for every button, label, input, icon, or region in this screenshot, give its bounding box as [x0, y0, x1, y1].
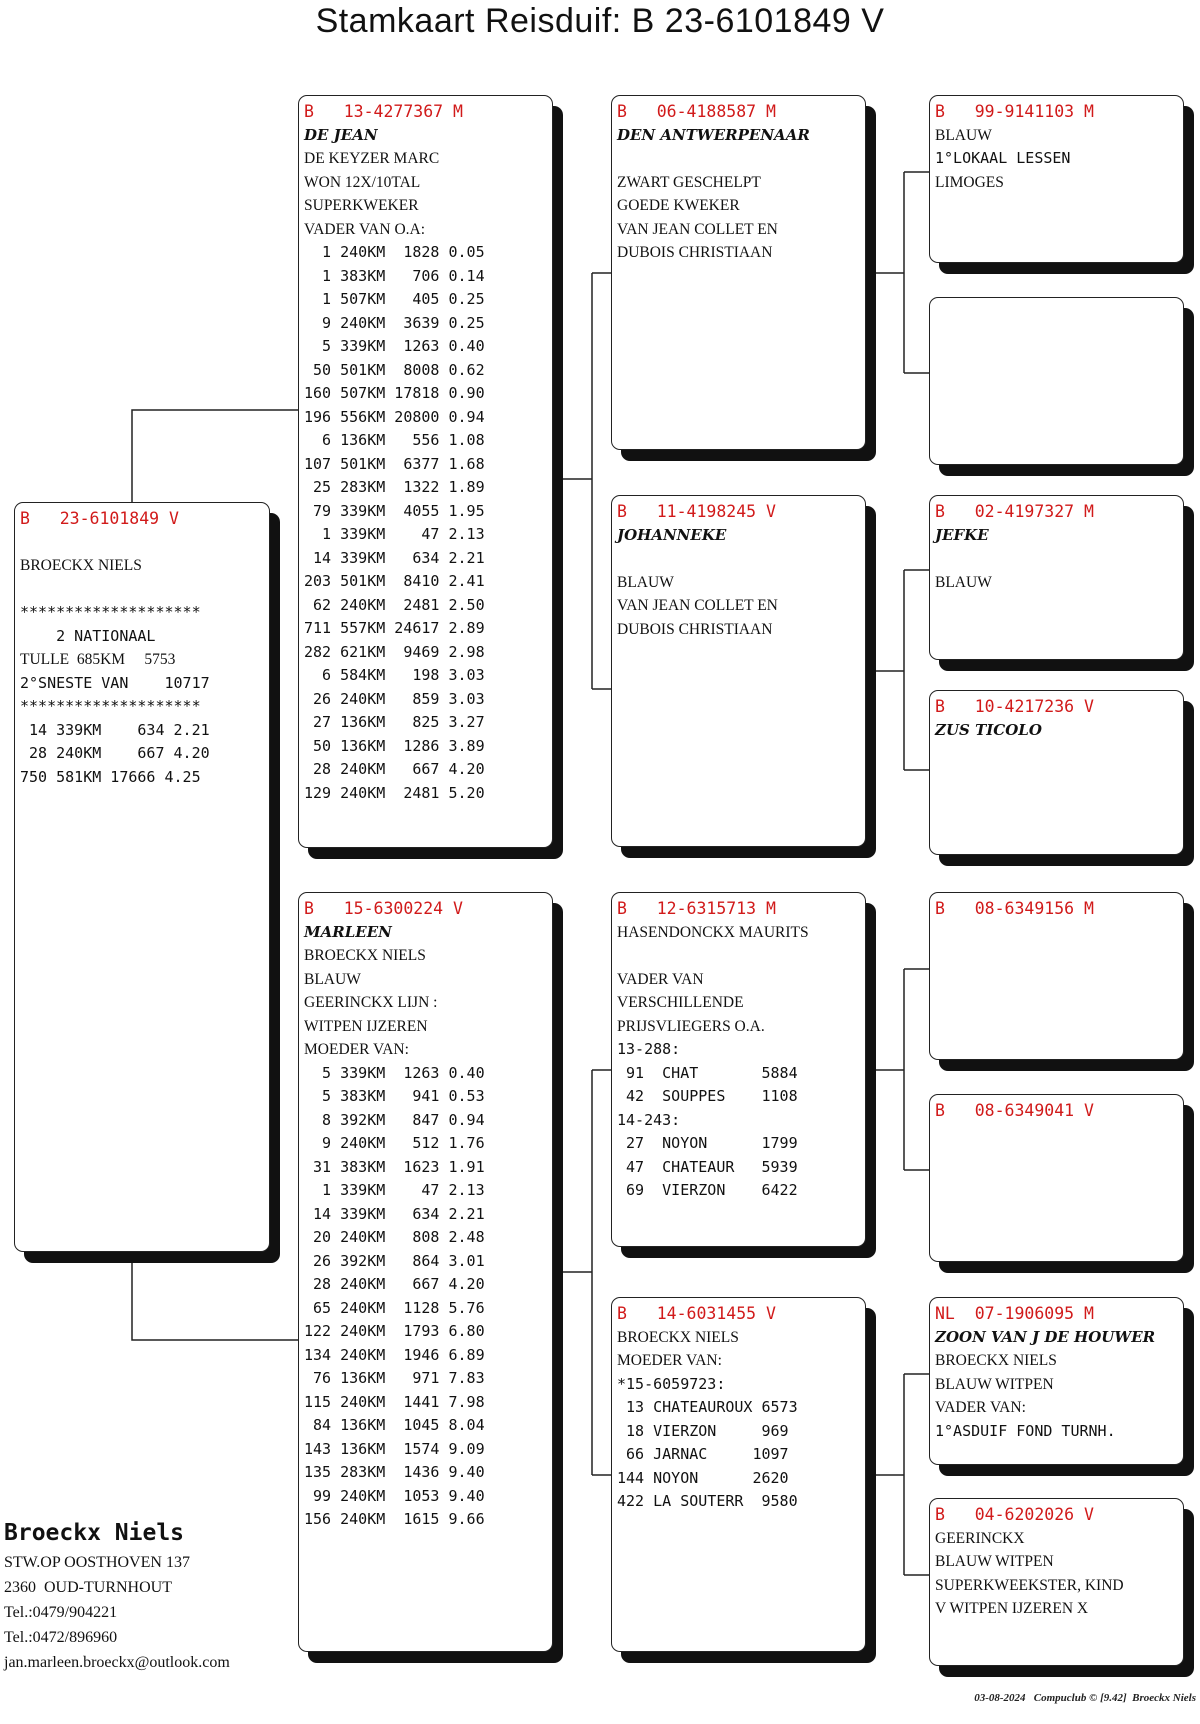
- detail-line: TULLE 685KM 5753: [20, 651, 176, 668]
- detail-line: 18 VIERZON 969: [617, 1421, 789, 1440]
- pedigree-card-mm[interactable]: [611, 1297, 866, 1652]
- pedigree-card-fff[interactable]: [929, 95, 1184, 263]
- detail-line: BLAUW: [617, 573, 674, 591]
- detail-line: ********************: [20, 697, 201, 715]
- detail-line: 79 339KM 4055 1.95: [304, 501, 485, 520]
- owner-phone-1: Tel.:0479/904221: [4, 1604, 118, 1621]
- detail-line: [20, 531, 264, 555]
- detail-line: PRIJSVLIEGERS O.A.: [617, 1017, 765, 1035]
- detail-line: MOEDER VAN:: [304, 1041, 409, 1058]
- detail-line: ZWART GESCHELPT: [617, 173, 761, 191]
- detail-line: 1 240KM 1828 0.05: [304, 243, 485, 261]
- detail-line: 115 240KM 1441 7.98: [304, 1392, 485, 1411]
- detail-line: LIMOGES: [935, 173, 1004, 191]
- pigeon-name: JEFKE: [935, 525, 989, 544]
- detail-line: 196 556KM 20800 0.94: [304, 407, 485, 426]
- detail-line: 144 NOYON 2620: [617, 1468, 789, 1487]
- connector-subject-father: [132, 410, 298, 502]
- detail-line: 66 JARNAC 1097: [617, 1445, 789, 1463]
- detail-line: VADER VAN O.A:: [304, 220, 426, 238]
- detail-line: 134 240KM 1946 6.89: [304, 1345, 485, 1364]
- detail-line: 1°LOKAAL LESSEN: [935, 149, 1071, 167]
- connector-mf: [868, 969, 929, 1170]
- ring-number: B 10-4217236 V: [935, 697, 1094, 716]
- detail-line: WITPEN IJZEREN: [304, 1017, 428, 1035]
- connector-mm: [868, 1374, 929, 1575]
- detail-line: 14 339KM 634 2.21: [304, 548, 485, 567]
- detail-line: [617, 147, 860, 171]
- detail-line: *15-6059723:: [617, 1374, 726, 1393]
- detail-line: 84 136KM 1045 8.04: [304, 1416, 485, 1434]
- connector-fm: [868, 570, 929, 770]
- ring-number: NL 07-1906095 M: [935, 1304, 1094, 1323]
- detail-line: 1 507KM 405 0.25: [304, 290, 485, 308]
- ring-number: B 12-6315713 M: [617, 899, 776, 918]
- card-details: [617, 1326, 860, 1514]
- connector-mother: [555, 1070, 611, 1475]
- detail-line: 5 339KM 1263 0.40: [304, 337, 485, 355]
- detail-line: 14-243:: [617, 1110, 681, 1129]
- detail-line: BLAUW: [304, 970, 361, 988]
- detail-line: DUBOIS CHRISTIAAN: [617, 244, 773, 261]
- detail-line: BLAUW WITPEN: [935, 1375, 1054, 1393]
- detail-line: WON 12X/10TAL: [304, 173, 421, 191]
- detail-line: 47 CHATEAUR 5939: [617, 1157, 798, 1176]
- detail-line: 1°ASDUIF FOND TURNH.: [935, 1421, 1116, 1440]
- detail-line: 27 NOYON 1799: [617, 1134, 798, 1152]
- detail-line: BROECKX NIELS: [304, 947, 426, 964]
- detail-line: [617, 547, 860, 571]
- pedigree-card-mff[interactable]: [929, 892, 1184, 1060]
- detail-line: SUPERKWEEKSTER, KIND: [935, 1576, 1124, 1594]
- owner-name: Broeckx Niels: [4, 1520, 185, 1546]
- pedigree-card-mother[interactable]: [298, 892, 553, 1652]
- detail-line: DE KEYZER MARC: [304, 150, 440, 167]
- detail-line: 2°SNESTE VAN 10717: [20, 673, 210, 692]
- detail-line: 99 240KM 1053 9.40: [304, 1486, 485, 1505]
- detail-line: BROECKX NIELS: [935, 1352, 1057, 1369]
- detail-line: 14 339KM 634 2.21: [304, 1204, 485, 1223]
- pedigree-card-father[interactable]: [298, 95, 553, 848]
- ring-number: B 02-4197327 M: [935, 502, 1094, 521]
- detail-line: 1 339KM 47 2.13: [304, 525, 485, 543]
- owner-address-city: 2360 OUD-TURNHOUT: [4, 1579, 172, 1596]
- detail-line: 6 136KM 556 1.08: [304, 431, 485, 449]
- detail-line: 28 240KM 667 4.20: [304, 1275, 485, 1293]
- detail-line: 711 557KM 24617 2.89: [304, 619, 485, 637]
- detail-line: 5 383KM 941 0.53: [304, 1087, 485, 1105]
- pedigree-card-mmm[interactable]: [929, 1498, 1184, 1666]
- card-details: [617, 547, 860, 641]
- ring-number: B 11-4198245 V: [617, 502, 776, 521]
- detail-line: [935, 547, 1178, 571]
- pigeon-name: MARLEEN: [304, 922, 392, 941]
- detail-line: VERSCHILLENDE: [617, 994, 744, 1011]
- card-details: [935, 1527, 1178, 1621]
- detail-line: VADER VAN: [617, 970, 704, 988]
- detail-line: 2 NATIONAAL: [20, 626, 156, 645]
- ring-number: B 23-6101849 V: [20, 509, 179, 528]
- pedigree-card-ffm[interactable]: [929, 297, 1184, 465]
- pedigree-card-ff[interactable]: [611, 95, 866, 450]
- detail-line: 122 240KM 1793 6.80: [304, 1322, 485, 1340]
- ring-number: B 99-9141103 M: [935, 102, 1094, 121]
- detail-line: 5 339KM 1263 0.40: [304, 1063, 485, 1082]
- detail-line: MOEDER VAN:: [617, 1352, 722, 1369]
- detail-line: 26 240KM 859 3.03: [304, 689, 485, 708]
- detail-line: DUBOIS CHRISTIAAN: [617, 620, 773, 638]
- detail-line: GEERINCKX: [935, 1529, 1025, 1547]
- detail-line: 160 507KM 17818 0.90: [304, 384, 485, 402]
- ring-number: B 04-6202026 V: [935, 1505, 1094, 1524]
- pedigree-card-fmf[interactable]: [929, 495, 1184, 660]
- pigeon-name: DE JEAN: [304, 125, 378, 144]
- pedigree-card-mfm[interactable]: [929, 1094, 1184, 1262]
- pedigree-card-mmf[interactable]: [929, 1297, 1184, 1465]
- detail-line: 20 240KM 808 2.48: [304, 1228, 485, 1246]
- detail-line: 62 240KM 2481 2.50: [304, 595, 485, 614]
- ring-number: B 08-6349041 V: [935, 1101, 1094, 1120]
- card-details: [20, 531, 264, 790]
- detail-line: 91 CHAT 5884: [617, 1063, 798, 1082]
- detail-line: 31 383KM 1623 1.91: [304, 1157, 485, 1176]
- ring-number: B 15-6300224 V: [304, 899, 463, 918]
- card-details: [935, 1349, 1178, 1443]
- card-details: [617, 921, 860, 1203]
- detail-line: 42 SOUPPES 1108: [617, 1087, 798, 1105]
- detail-line: 50 501KM 8008 0.62: [304, 360, 485, 379]
- detail-line: 8 392KM 847 0.94: [304, 1110, 485, 1129]
- detail-line: 28 240KM 667 4.20: [304, 760, 485, 778]
- detail-line: BLAUW WITPEN: [935, 1553, 1054, 1570]
- detail-line: HASENDONCKX MAURITS: [617, 923, 809, 941]
- detail-line: V WITPEN IJZEREN X: [935, 1600, 1089, 1617]
- detail-line: 27 136KM 825 3.27: [304, 713, 485, 731]
- pedigree-card-subject[interactable]: [14, 502, 270, 1252]
- detail-line: BLAUW: [935, 573, 992, 591]
- pigeon-name: ZOON VAN J DE HOUWER: [935, 1327, 1156, 1346]
- detail-line: 422 LA SOUTERR 9580: [617, 1492, 798, 1510]
- detail-line: SUPERKWEKER: [304, 197, 419, 214]
- pedigree-card-mf[interactable]: [611, 892, 866, 1247]
- detail-line: GOEDE KWEKER: [617, 197, 740, 214]
- card-details: [935, 124, 1178, 195]
- detail-line: GEERINCKX LIJN :: [304, 994, 438, 1011]
- detail-line: 203 501KM 8410 2.41: [304, 572, 485, 590]
- detail-line: BROECKX NIELS: [617, 1328, 739, 1346]
- detail-line: 1 383KM 706 0.14: [304, 266, 485, 285]
- detail-line: 750 581KM 17666 4.25: [20, 767, 201, 786]
- connector-subject-mother: [132, 1262, 298, 1340]
- pedigree-card-fmm[interactable]: [929, 690, 1184, 855]
- detail-line: VAN JEAN COLLET EN: [617, 220, 778, 238]
- ring-number: B 06-4188587 M: [617, 102, 776, 121]
- detail-line: 9 240KM 512 1.76: [304, 1134, 485, 1152]
- connector-father: [555, 273, 611, 689]
- detail-line: 9 240KM 3639 0.25: [304, 313, 485, 332]
- detail-line: [20, 578, 264, 602]
- detail-line: 69 VIERZON 6422: [617, 1181, 798, 1199]
- detail-line: 28 240KM 667 4.20: [20, 744, 210, 762]
- detail-line: 156 240KM 1615 9.66: [304, 1510, 485, 1528]
- detail-line: BLAUW: [935, 126, 992, 144]
- owner-phone-2: Tel.:0472/896960: [4, 1629, 118, 1646]
- owner-info: [4, 1516, 230, 1675]
- detail-line: BROECKX NIELS: [20, 557, 142, 574]
- card-details: [304, 147, 547, 805]
- detail-line: 26 392KM 864 3.01: [304, 1251, 485, 1270]
- ring-number: B 08-6349156 M: [935, 899, 1094, 918]
- detail-line: 6 584KM 198 3.03: [304, 666, 485, 684]
- detail-line: 76 136KM 971 7.83: [304, 1369, 485, 1387]
- owner-address-street: STW.OP OOSTHOVEN 137: [4, 1554, 190, 1571]
- ring-number: B 13-4277367 M: [304, 102, 463, 121]
- detail-line: VAN JEAN COLLET EN: [617, 597, 778, 614]
- detail-line: 282 621KM 9469 2.98: [304, 642, 485, 661]
- detail-line: VADER VAN:: [935, 1399, 1026, 1416]
- detail-line: 14 339KM 634 2.21: [20, 720, 210, 739]
- detail-line: 129 240KM 2481 5.20: [304, 783, 485, 802]
- detail-line: 65 240KM 1128 5.76: [304, 1298, 485, 1317]
- detail-line: 25 283KM 1322 1.89: [304, 478, 485, 496]
- card-details: [617, 147, 860, 265]
- card-details: [935, 547, 1178, 594]
- detail-line: ********************: [20, 603, 201, 621]
- detail-line: 135 283KM 1436 9.40: [304, 1463, 485, 1481]
- footer-credit: 03-08-2024 Compuclub © [9.42] Broeckx Niels: [974, 1692, 1196, 1704]
- pedigree-card-fm[interactable]: [611, 495, 866, 847]
- detail-line: 1 339KM 47 2.13: [304, 1181, 485, 1199]
- pigeon-name: JOHANNEKE: [617, 525, 727, 544]
- detail-line: 13-288:: [617, 1040, 681, 1058]
- pigeon-name: ZUS TICOLO: [935, 720, 1042, 739]
- pigeon-name: DEN ANTWERPENAAR: [617, 125, 810, 144]
- ring-number: B 14-6031455 V: [617, 1304, 776, 1323]
- detail-line: 13 CHATEAUROUX 6573: [617, 1398, 798, 1416]
- owner-email[interactable]: jan.marleen.broeckx@outlook.com: [4, 1654, 230, 1671]
- connector-ff: [868, 172, 929, 373]
- page-title: Stamkaart Reisduif: B 23-6101849 V: [315, 2, 885, 40]
- card-details: [304, 944, 547, 1532]
- detail-line: 50 136KM 1286 3.89: [304, 736, 485, 755]
- detail-line: 143 136KM 1574 9.09: [304, 1439, 485, 1458]
- detail-line: 107 501KM 6377 1.68: [304, 454, 485, 473]
- detail-line: [617, 944, 860, 968]
